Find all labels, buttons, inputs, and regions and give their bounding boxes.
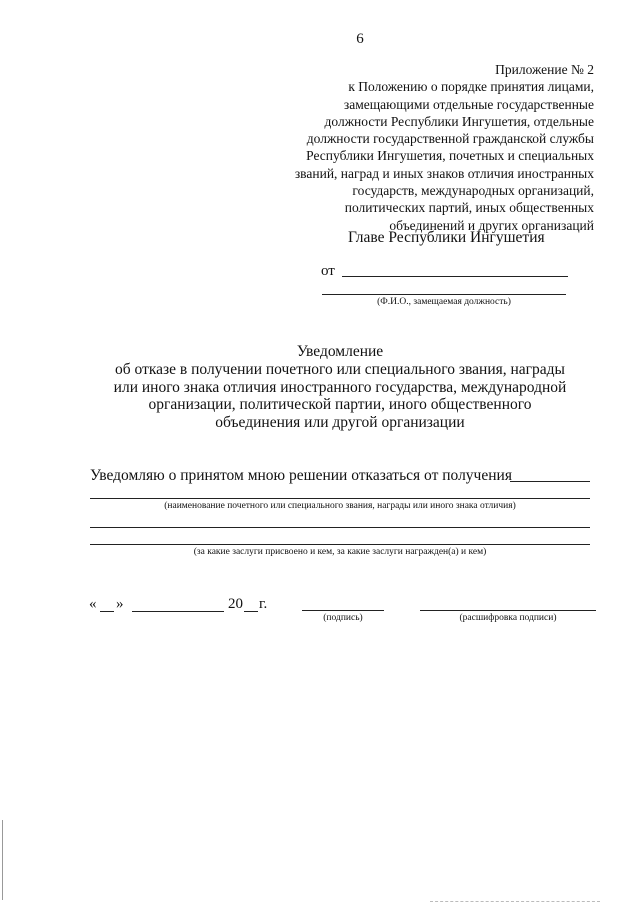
fio-caption: (Ф.И.О., замещаемая должность) [377, 297, 511, 307]
year-field[interactable] [244, 611, 258, 612]
merit-caption: (за какие заслуги присвоено и кем, за какие заслуги награжден(а) и кем) [193, 547, 487, 557]
appendix-block [295, 61, 594, 234]
merit-field[interactable] [90, 544, 590, 545]
scan-bottom-mark [430, 901, 600, 902]
scan-edge-mark [2, 820, 3, 900]
notify-text: Уведомляю о принятом мною решении отказаться от получения [90, 467, 512, 484]
year-prefix: 20 [228, 596, 243, 612]
page-number: 6 [356, 31, 364, 47]
date-close-quote: » [116, 596, 124, 612]
from-name-field[interactable] [342, 276, 568, 277]
signature-decryption-field[interactable] [420, 610, 596, 611]
appendix-line: Республики Ингушетия, почетных и специальных [306, 148, 594, 164]
award-name-field-start[interactable] [510, 481, 590, 482]
day-field[interactable] [100, 611, 114, 612]
notice-title-line: или иного знака отличия иностранного государства, международной [113, 378, 567, 396]
award-details-field[interactable] [90, 527, 590, 528]
award-caption: (наименование почетного или специального звания, награды или иного знака отличия) [164, 501, 516, 511]
appendix-line: политических партий, иных общественных [344, 200, 594, 216]
notice-title-line: объединения или другой организации [215, 414, 465, 432]
notice-title-line: Уведомление [296, 343, 384, 360]
from-position-field[interactable] [322, 294, 566, 295]
from-label: от [321, 263, 335, 279]
award-name-field[interactable] [90, 498, 590, 499]
decryption-caption: (расшифровка подписи) [459, 613, 557, 623]
notice-title-line: об отказе в получении почетного или специального звания, награды [115, 360, 565, 378]
notice-title-line: организации, политической партии, иного общественного [148, 396, 532, 414]
month-field[interactable] [132, 611, 224, 612]
appendix-line: должности Республики Ингушетия, отдельные [324, 113, 594, 129]
year-suffix: г. [259, 596, 268, 612]
addressee: Главе Республики Ингушетия [348, 229, 545, 246]
signature-field[interactable] [302, 610, 384, 611]
appendix-line: Приложение № 2 [495, 62, 594, 77]
appendix-line: государств, международных организаций, [352, 183, 594, 199]
appendix-line: к Положению о порядке принятия лицами, [348, 79, 594, 95]
signature-caption: (подпись) [323, 613, 363, 623]
appendix-line: званий, наград и иных знаков отличия иностранных [294, 165, 594, 181]
date-open-quote: « [89, 596, 97, 612]
appendix-line: объединений и других организаций [389, 217, 594, 233]
appendix-line: должности государственной гражданской службы [306, 131, 594, 147]
notice-title [90, 343, 590, 432]
appendix-line: замещающими отдельные государственные [343, 96, 594, 112]
